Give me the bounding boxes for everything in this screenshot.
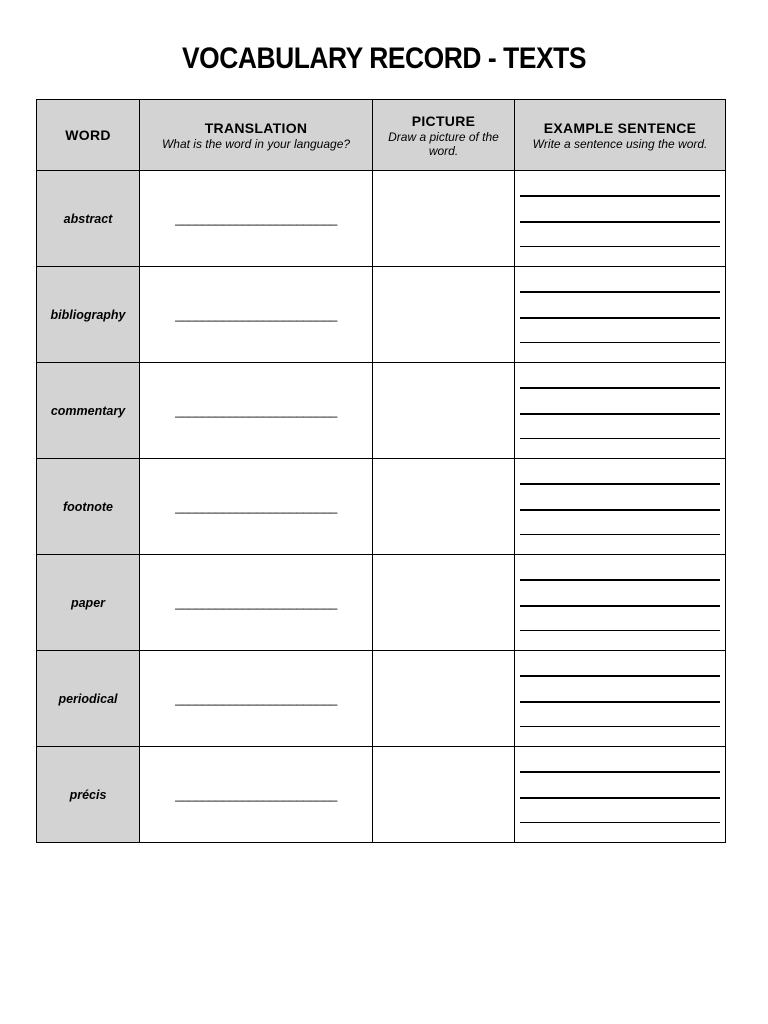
header-translation-instruction: What is the word in your language? [161, 136, 351, 151]
column-header-sentence [515, 100, 726, 171]
sentence-cell[interactable] [515, 555, 726, 651]
writing-line[interactable] [520, 771, 720, 773]
writing-line[interactable] [520, 246, 720, 247]
sentence-cell[interactable] [515, 459, 726, 555]
writing-line[interactable] [520, 509, 720, 511]
table-row [37, 171, 726, 267]
header-sentence-instruction: Write a sentence using the word. [532, 136, 708, 151]
header-picture-instruction: Draw a picture of the word. [388, 129, 499, 158]
vocabulary-table [36, 99, 726, 843]
word-cell: commentary [37, 363, 140, 459]
header-translation-label: TRANSLATION [204, 119, 308, 136]
table-row [37, 747, 726, 843]
picture-box[interactable] [373, 171, 515, 267]
writing-line[interactable] [520, 797, 720, 799]
header-sentence-label: EXAMPLE SENTENCE [543, 119, 697, 136]
writing-line[interactable] [520, 221, 720, 223]
picture-box[interactable] [373, 267, 515, 363]
table-row [37, 555, 726, 651]
writing-line[interactable] [520, 605, 720, 607]
translation-blank[interactable]: ________________________ [140, 267, 373, 363]
picture-box[interactable] [373, 459, 515, 555]
column-header-picture [373, 100, 515, 171]
writing-line[interactable] [520, 726, 720, 727]
header-row [37, 100, 726, 171]
page-title: VOCABULARY RECORD - TEXTS [181, 42, 587, 75]
sentence-cell[interactable] [515, 267, 726, 363]
writing-line[interactable] [520, 342, 720, 343]
table-row [37, 651, 726, 747]
translation-blank[interactable]: ________________________ [140, 171, 373, 267]
writing-line[interactable] [520, 413, 720, 415]
writing-line[interactable] [520, 317, 720, 319]
word-cell: periodical [37, 651, 140, 747]
header-word-label: WORD [65, 127, 111, 143]
word-cell: bibliography [37, 267, 140, 363]
writing-line[interactable] [520, 579, 720, 581]
writing-line[interactable] [520, 291, 720, 293]
picture-box[interactable] [373, 363, 515, 459]
writing-line[interactable] [520, 387, 720, 389]
writing-line[interactable] [520, 675, 720, 677]
sentence-cell[interactable] [515, 363, 726, 459]
header-picture-label: PICTURE [411, 112, 476, 129]
translation-blank[interactable]: ________________________ [140, 555, 373, 651]
translation-blank[interactable]: ________________________ [140, 651, 373, 747]
writing-line[interactable] [520, 195, 720, 197]
sentence-cell[interactable] [515, 747, 726, 843]
picture-box[interactable] [373, 555, 515, 651]
picture-box[interactable] [373, 747, 515, 843]
word-cell: footnote [37, 459, 140, 555]
writing-line[interactable] [520, 701, 720, 703]
picture-box[interactable] [373, 651, 515, 747]
word-cell: précis [37, 747, 140, 843]
word-cell: abstract [37, 171, 140, 267]
writing-line[interactable] [520, 822, 720, 823]
word-cell: paper [37, 555, 140, 651]
column-header-translation [140, 100, 373, 171]
translation-blank[interactable]: ________________________ [140, 459, 373, 555]
writing-line[interactable] [520, 630, 720, 631]
sentence-cell[interactable] [515, 171, 726, 267]
table-row [37, 363, 726, 459]
writing-line[interactable] [520, 438, 720, 439]
table-row [37, 267, 726, 363]
writing-line[interactable] [520, 483, 720, 485]
translation-blank[interactable]: ________________________ [140, 363, 373, 459]
sentence-cell[interactable] [515, 651, 726, 747]
column-header-word [37, 100, 140, 171]
writing-line[interactable] [520, 534, 720, 535]
table-row [37, 459, 726, 555]
translation-blank[interactable]: ________________________ [140, 747, 373, 843]
